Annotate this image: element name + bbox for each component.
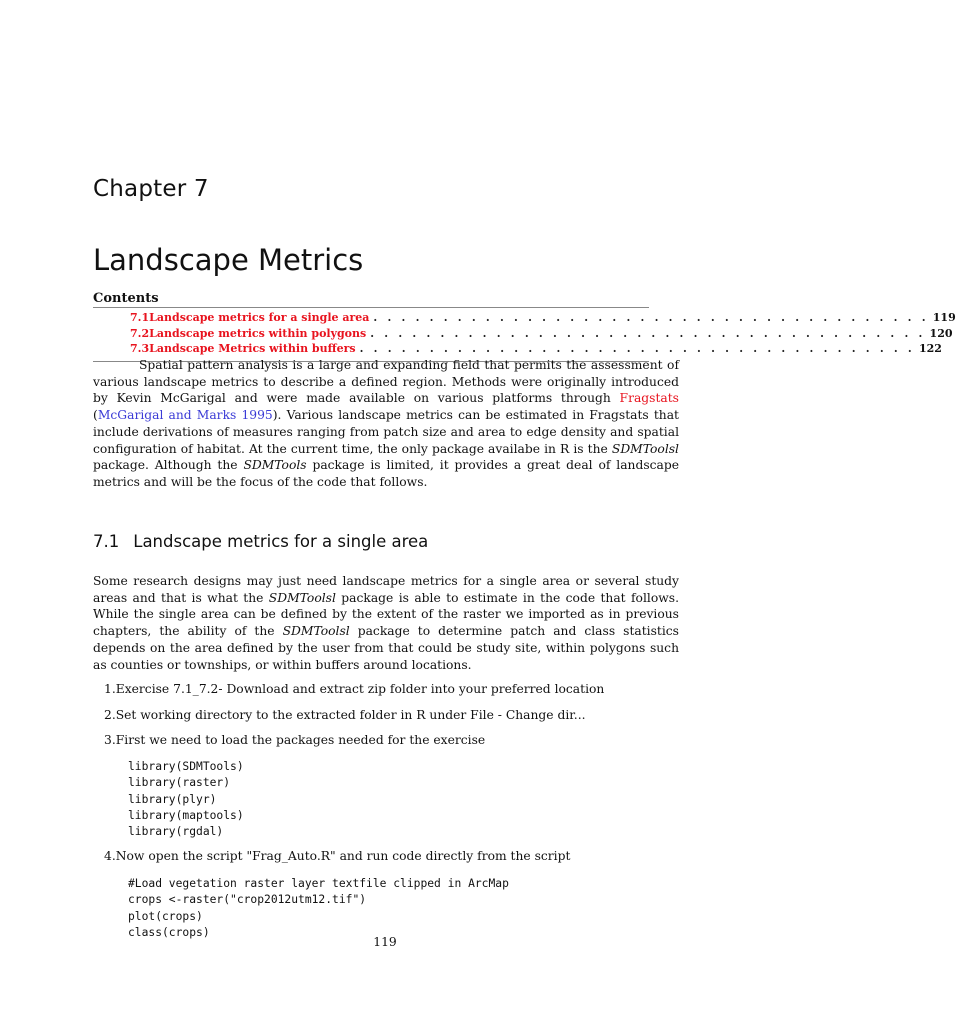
intro-text: ( — [93, 408, 98, 423]
chapter-title: Landscape Metrics — [93, 243, 364, 277]
code-block — [128, 759, 244, 840]
section-title: Landscape metrics for a single area — [133, 532, 429, 551]
toc-entry[interactable] — [93, 311, 956, 327]
page-number: 119 — [373, 935, 397, 949]
list-item — [104, 682, 604, 696]
section-text: package is able to estimate in the code that follows. While the single area can be defined by the extent of the raster we imported as in previous chapters, the ability of the — [93, 590, 679, 639]
code-line: library(raster) — [128, 776, 231, 790]
code-line: library(rgdal) — [128, 825, 224, 839]
code-line: #Load vegetation raster layer textfile clipped in ArcMap — [128, 877, 509, 890]
toc-entry[interactable] — [93, 342, 942, 358]
list-item-number: 4. — [104, 849, 116, 863]
section-paragraph — [93, 573, 679, 673]
intro-text: Spatial pattern analysis is a large and expanding field that permits the assessment of various landscape metrics to describe a defined region. Methods were originally introduced by Kevin McGarigal and were made available on various platforms through — [93, 358, 679, 406]
toc-entry[interactable] — [93, 326, 953, 343]
toc-entry-title[interactable]: Landscape Metrics within buffers — [149, 342, 356, 355]
section-heading — [93, 532, 442, 551]
code-line: library(maptools) — [128, 808, 244, 822]
list-item-number: 2. — [104, 708, 116, 722]
code-line: plot(crops) — [128, 909, 203, 923]
list-item-text: Set working directory to the extracted folder in R under File - Change dir... — [115, 708, 586, 722]
list-item — [104, 733, 485, 747]
table-of-contents — [93, 291, 956, 362]
package-name: SDMToolsl — [268, 590, 336, 605]
package-name: SDMTools — [243, 458, 307, 473]
list-item-text: First we need to load the packages needed for the exercise — [115, 733, 486, 747]
intro-text: ). Various landscape metrics can be estimated in Fragstats that include derivations of measures ranging from patch size and area to edge density and spatial configuration of habitat. At the current time, the only package availabe in R is the — [93, 408, 679, 456]
intro-text: package. Although the — [93, 458, 244, 473]
code-line: library(plyr) — [128, 792, 217, 806]
toc-entry-number[interactable]: 7.3 — [130, 342, 150, 355]
intro-text: package is limited, it provides a great deal of landscape metrics and will be the focus of the code that follows. — [93, 458, 679, 489]
toc-leader-dots: . . . . . . . . . . . . . . . . . . . . . . . . . . . . . . . . . . . . . . . . — [370, 326, 926, 340]
code-line: class(crops) — [128, 925, 210, 939]
section-text: Some research designs may just need landscape metrics for a single area or several study areas and that is what the — [93, 574, 679, 605]
list-item-text: Now open the script "Frag_Auto.R" and run code directly from the script — [115, 849, 571, 863]
code-line: crops <-raster("crop2012utm12.tif") — [128, 893, 367, 907]
list-item-text: Exercise 7.1_7.2- Download and extract zip folder into your preferred location — [115, 682, 605, 696]
toc-list — [93, 311, 956, 362]
code-block — [128, 876, 509, 941]
section-number: 7.1 — [93, 532, 120, 551]
section-text: package to determine patch and class statistics depends on the area defined by the user from that could be study site, within polygons such as counties or townships, or within buffers around locations. — [93, 624, 679, 672]
intro-paragraph — [93, 357, 679, 491]
toc-heading: Contents — [93, 291, 649, 308]
toc-leader-dots: . . . . . . . . . . . . . . . . . . . . . . . . . . . . . . . . . . . . . . . . — [373, 311, 929, 324]
package-name: SDMToolsl — [282, 624, 350, 639]
citation-link[interactable]: McGarigal and Marks 1995 — [97, 408, 273, 423]
list-item-number: 3. — [104, 733, 116, 747]
toc-entry-page: 120 — [929, 326, 953, 340]
code-line: library(SDMTools) — [128, 760, 244, 773]
toc-entry-number[interactable]: 7.2 — [130, 326, 150, 340]
list-item-number: 1. — [104, 682, 116, 696]
toc-entry-number[interactable]: 7.1 — [130, 311, 150, 324]
toc-entry-page: 119 — [932, 311, 956, 324]
list-item — [104, 849, 570, 863]
fragstats-link[interactable]: Fragstats — [619, 391, 679, 406]
chapter-label: Chapter 7 — [93, 176, 209, 202]
toc-entry-title[interactable]: Landscape metrics for a single area — [149, 311, 370, 324]
package-name: SDMToolsl — [611, 441, 679, 456]
toc-entry-title[interactable]: Landscape metrics within polygons — [149, 326, 367, 340]
list-item — [104, 708, 586, 722]
toc-entry-page: 122 — [918, 342, 942, 355]
toc-leader-dots: . . . . . . . . . . . . . . . . . . . . . . . . . . . . . . . . . . . . . . . . — [359, 342, 915, 355]
